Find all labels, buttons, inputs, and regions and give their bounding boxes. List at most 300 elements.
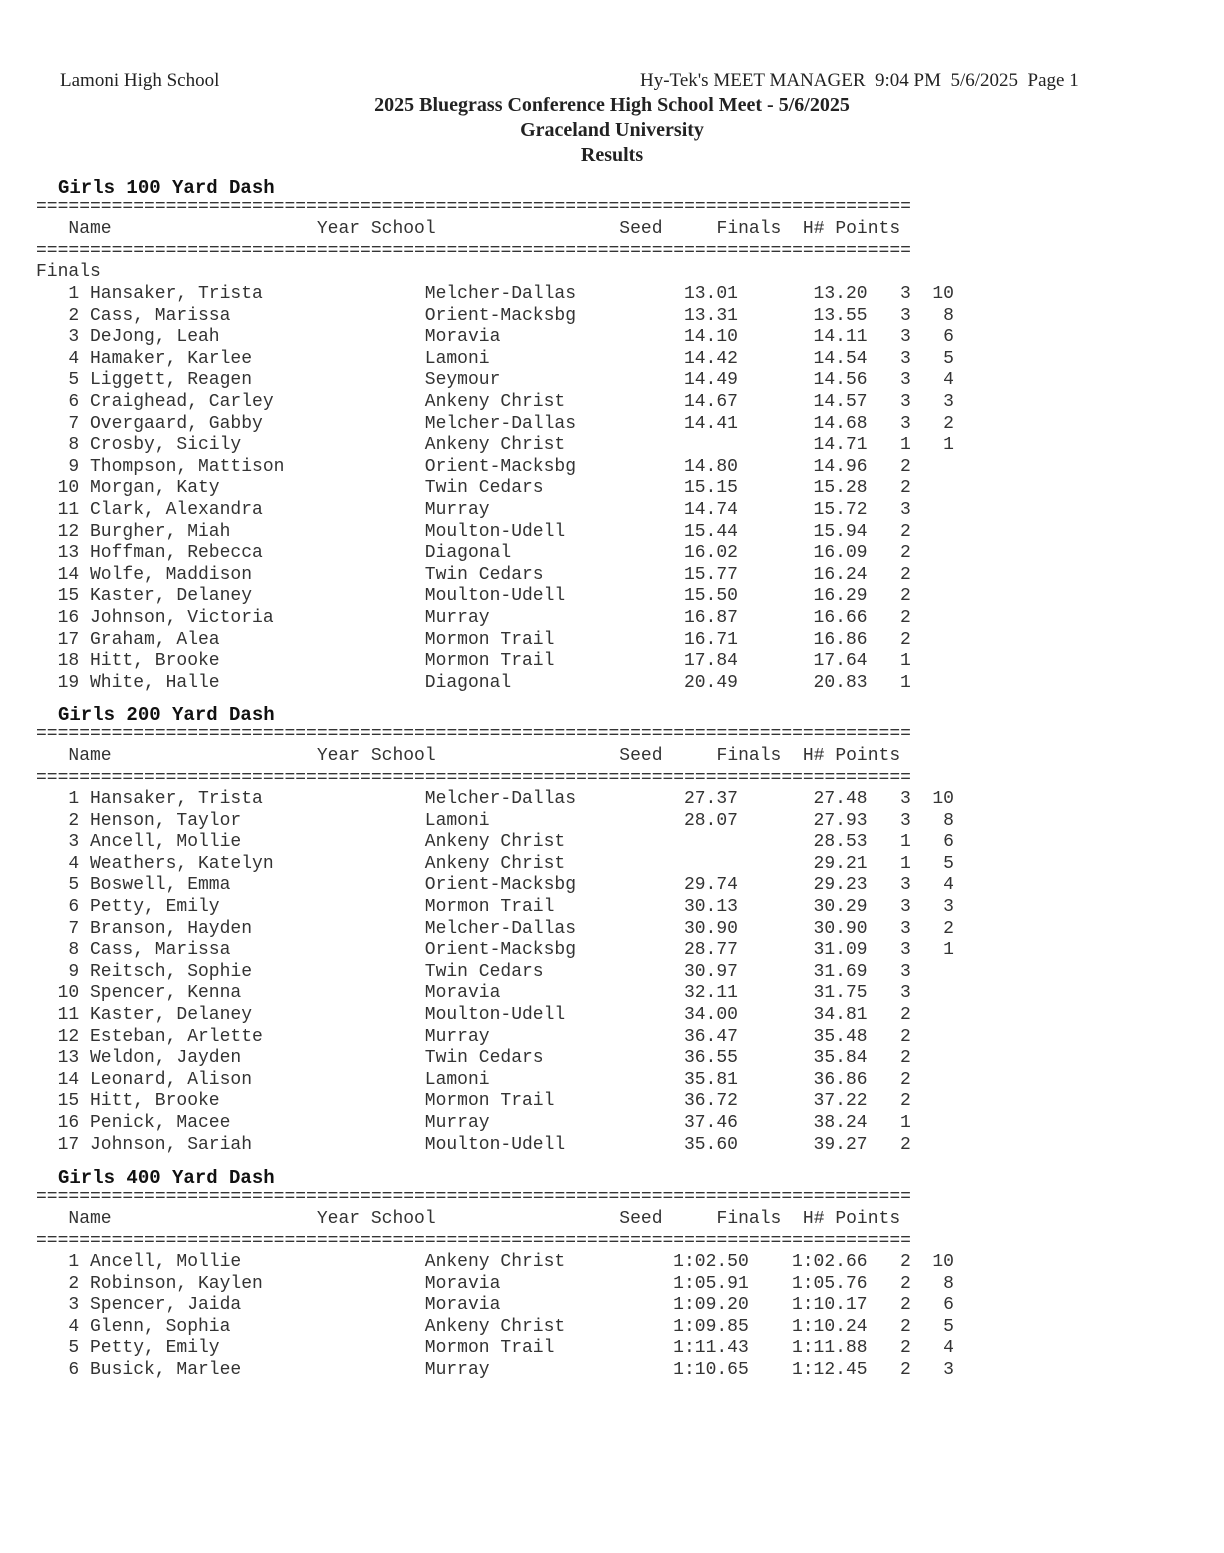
table-row [36,284,954,306]
seed-time: 1:10.65 [673,1359,749,1380]
athlete-name: Clark, Alexandra [89,499,263,520]
header-software-info: Hy-Tek's MEET MANAGER 9:04 PM 5/6/2025 Page 1 [640,70,1079,91]
seed-time: 35.60 [683,1134,738,1155]
heat-number: 3 [899,961,911,982]
seed-time: 32.11 [683,983,738,1004]
heat-number: 3 [899,789,911,809]
finals-time: 31.75 [813,983,868,1004]
heat-number: 2 [899,1026,911,1047]
place: 17 [57,629,80,650]
school: Murray [424,499,490,520]
table-row [36,1113,954,1135]
finals-time: 14.56 [813,370,868,391]
heat-number: 2 [899,456,911,477]
heat-number: 1 [899,651,911,672]
points: 6 [943,1295,954,1316]
points: 3 [943,1359,954,1380]
athlete-name: Cass, Marissa [89,305,231,326]
school: Orient-Macksbg [424,940,577,961]
place: 4 [68,1316,80,1337]
athlete-name: Petty, Emily [89,896,220,917]
school: Mormon Trail [424,629,555,650]
athlete-name: Henson, Taylor [89,810,242,831]
heat-number: 2 [899,1359,911,1380]
school: Twin Cedars [424,961,544,982]
seed-time: 35.81 [683,1069,738,1090]
heat-number: 3 [899,370,911,391]
points: 4 [943,875,954,896]
school: Moulton-Udell [424,1134,566,1155]
heat-number: 2 [899,521,911,542]
finals-time: 16.86 [813,629,868,650]
school: Mormon Trail [424,651,555,672]
table-row [36,789,954,811]
heat-number: 3 [899,499,911,520]
place: 14 [57,564,80,585]
school: Ankeny Christ [424,1252,566,1272]
place: 16 [57,1112,80,1133]
table-row [36,435,954,457]
athlete-name: Reitsch, Sophie [89,961,253,982]
heat-number: 2 [899,1316,911,1337]
athlete-name: White, Halle [89,672,220,693]
athlete-name: Craighead, Carley [89,391,274,412]
school: Melcher-Dallas [424,918,577,939]
finals-time: 36.86 [813,1069,868,1090]
table-row [36,370,954,392]
athlete-name: Morgan, Katy [89,478,220,499]
place: 2 [68,1273,80,1294]
results-table [36,789,954,1156]
table-row [36,940,954,962]
athlete-name: Johnson, Sariah [89,1134,253,1155]
place: 16 [57,607,80,628]
seed-time: 13.31 [683,305,738,326]
place: 4 [68,348,80,369]
heat-number: 1 [899,1112,911,1133]
finals-label: Finals [36,262,101,282]
points: 10 [932,1252,954,1272]
table-row [36,565,954,587]
school: Twin Cedars [424,1048,544,1069]
heat-number: 2 [899,1091,911,1112]
school: Ankeny Christ [424,853,566,874]
place: 15 [57,1091,80,1112]
heat-number: 3 [899,810,911,831]
finals-time: 14.54 [813,348,868,369]
table-row [36,962,954,984]
seed-time: 27.37 [683,789,738,809]
seed-time: 36.72 [683,1091,738,1112]
seed-time: 30.97 [683,961,738,982]
athlete-name: Crosby, Sicily [89,435,242,456]
seed-time: 29.74 [683,875,738,896]
seed-time: 1:11.43 [673,1338,749,1359]
table-row [36,1317,954,1339]
seed-time: 15.15 [683,478,738,499]
place: 6 [68,1359,80,1380]
table-row [36,919,954,941]
athlete-name: Ancell, Mollie [89,832,242,853]
place: 7 [68,413,80,434]
seed-time: 14.42 [683,348,738,369]
table-row [36,1338,954,1360]
heat-number: 1 [899,853,911,874]
finals-time: 35.48 [813,1026,868,1047]
heat-number: 3 [899,896,911,917]
athlete-name: Hansaker, Trista [89,789,263,809]
heat-number: 2 [899,1048,911,1069]
athlete-name: Weathers, Katelyn [89,853,274,874]
table-row [36,392,954,414]
athlete-name: Glenn, Sophia [89,1316,231,1337]
finals-time: 17.64 [813,651,868,672]
points: 4 [943,370,954,391]
table-row [36,414,954,436]
seed-time: 15.77 [683,564,738,585]
heat-number: 3 [899,284,911,304]
points: 3 [943,896,954,917]
place: 10 [57,983,80,1004]
heat-number: 3 [899,413,911,434]
table-row [36,651,954,673]
school: Lamoni [424,1069,490,1090]
place: 2 [68,305,80,326]
finals-time: 27.48 [813,789,868,809]
seed-time: 34.00 [683,1004,738,1025]
school: Moulton-Udell [424,1004,566,1025]
athlete-name: Weldon, Jayden [89,1048,242,1069]
table-row [36,1005,954,1027]
table-row [36,327,954,349]
athlete-name: Burgher, Miah [89,521,231,542]
school: Lamoni [424,348,490,369]
table-row [36,875,954,897]
seed-time: 1:09.85 [673,1316,749,1337]
points: 8 [943,305,954,326]
athlete-name: Boswell, Emma [89,875,231,896]
athlete-name: Overgaard, Gabby [89,413,263,434]
table-row [36,457,954,479]
place: 14 [57,1069,80,1090]
school: Ankeny Christ [424,391,566,412]
table-row [36,1295,954,1317]
table-row [36,1091,954,1113]
place: 6 [68,391,80,412]
place: 11 [57,499,80,520]
results-title: Results [580,144,644,166]
seed-time: 30.13 [683,896,738,917]
athlete-name: Graham, Alea [89,629,220,650]
results-table [36,284,954,694]
place: 1 [68,1252,80,1272]
heat-number: 1 [899,672,911,693]
table-row [36,1027,954,1049]
finals-time: 14.11 [813,327,868,348]
finals-time: 15.94 [813,521,868,542]
place: 10 [57,478,80,499]
finals-time: 38.24 [813,1112,868,1133]
place: 9 [68,961,80,982]
table-row [36,522,954,544]
points: 8 [943,810,954,831]
athlete-name: Busick, Marlee [89,1359,242,1380]
place: 3 [68,327,80,348]
school: Orient-Macksbg [424,456,577,477]
athlete-name: Spencer, Jaida [89,1295,242,1316]
finals-time: 13.55 [813,305,868,326]
seed-time: 14.67 [683,391,738,412]
event-title: Girls 200 Yard Dash [58,704,275,726]
athlete-name: Robinson, Kaylen [89,1273,263,1294]
separator-bottom: ================================================================================= [36,1231,911,1251]
table-row [36,543,954,565]
table-row [36,832,954,854]
athlete-name: Ancell, Mollie [89,1252,242,1272]
column-header: Name Year School Seed Finals H# Points [36,746,901,766]
place: 12 [57,1026,80,1047]
place: 2 [68,810,80,831]
heat-number: 3 [899,305,911,326]
school: Moravia [424,1273,501,1294]
place: 5 [68,370,80,391]
place: 18 [57,651,80,672]
school: Melcher-Dallas [424,413,577,434]
seed-time: 15.44 [683,521,738,542]
finals-time: 1:10.24 [791,1316,868,1337]
finals-time: 13.20 [813,284,868,304]
athlete-name: Penick, Macee [89,1112,231,1133]
finals-time: 1:10.17 [791,1295,868,1316]
points: 6 [943,832,954,853]
table-row [36,1274,954,1296]
heat-number: 2 [899,478,911,499]
finals-time: 1:02.66 [791,1252,868,1272]
athlete-name: Johnson, Victoria [89,607,274,628]
athlete-name: Hoffman, Rebecca [89,543,263,564]
athlete-name: Kaster, Delaney [89,1004,253,1025]
table-row [36,811,954,833]
place: 8 [68,435,80,456]
finals-time: 1:11.88 [791,1338,868,1359]
seed-time: 17.84 [683,651,738,672]
points: 2 [943,918,954,939]
school: Melcher-Dallas [424,789,577,809]
separator-bottom: ================================================================================= [36,241,911,261]
school: Murray [424,607,490,628]
points: 6 [943,327,954,348]
school: Moulton-Udell [424,586,566,607]
venue: Graceland University [520,119,704,141]
table-row [36,897,954,919]
athlete-name: Kaster, Delaney [89,586,253,607]
finals-time: 1:05.76 [791,1273,868,1294]
event-title: Girls 100 Yard Dash [58,177,275,199]
header-school: Lamoni High School [60,70,220,91]
table-row [36,1360,954,1382]
separator-top: ================================================================================= [36,1187,911,1207]
heat-number: 3 [899,940,911,961]
athlete-name: Hitt, Brooke [89,651,220,672]
school: Diagonal [424,672,512,693]
place: 9 [68,456,80,477]
finals-time: 39.27 [813,1134,868,1155]
place: 19 [57,672,80,693]
heat-number: 2 [899,543,911,564]
athlete-name: Leonard, Alison [89,1069,253,1090]
seed-time: 14.80 [683,456,738,477]
finals-time: 16.29 [813,586,868,607]
points: 1 [943,435,954,456]
school: Orient-Macksbg [424,875,577,896]
table-row [36,500,954,522]
table-row [36,1048,954,1070]
athlete-name: DeJong, Leah [89,327,220,348]
table-row [36,1135,954,1157]
seed-time: 20.49 [683,672,738,693]
table-row [36,349,954,371]
school: Ankeny Christ [424,832,566,853]
table-row [36,478,954,500]
finals-time: 37.22 [813,1091,868,1112]
place: 15 [57,586,80,607]
school: Moravia [424,983,501,1004]
seed-time: 15.50 [683,586,738,607]
points: 8 [943,1273,954,1294]
finals-time: 16.09 [813,543,868,564]
school: Twin Cedars [424,564,544,585]
school: Mormon Trail [424,1338,555,1359]
table-row [36,854,954,876]
school: Murray [424,1026,490,1047]
place: 13 [57,1048,80,1069]
points: 10 [932,789,954,809]
place: 8 [68,940,80,961]
place: 5 [68,875,80,896]
table-row [36,630,954,652]
table-row [36,983,954,1005]
table-row [36,608,954,630]
athlete-name: Liggett, Reagen [89,370,253,391]
school: Mormon Trail [424,1091,555,1112]
place: 5 [68,1338,80,1359]
school: Seymour [424,370,501,391]
seed-time: 1:02.50 [673,1252,749,1272]
heat-number: 3 [899,391,911,412]
school: Lamoni [424,810,490,831]
heat-number: 2 [899,1004,911,1025]
finals-time: 34.81 [813,1004,868,1025]
place: 4 [68,853,80,874]
table-row [36,586,954,608]
finals-time: 14.68 [813,413,868,434]
heat-number: 2 [899,1252,911,1272]
points: 2 [943,413,954,434]
heat-number: 2 [899,607,911,628]
table-row [36,306,954,328]
athlete-name: Hitt, Brooke [89,1091,220,1112]
finals-time: 14.71 [813,435,868,456]
school: Melcher-Dallas [424,284,577,304]
heat-number: 3 [899,348,911,369]
seed-time: 14.49 [683,370,738,391]
table-row [36,1070,954,1092]
heat-number: 2 [899,564,911,585]
finals-time: 29.21 [813,853,868,874]
points: 5 [943,1316,954,1337]
column-header: Name Year School Seed Finals H# Points [36,219,901,239]
finals-time: 15.72 [813,499,868,520]
seed-time: 30.90 [683,918,738,939]
seed-time: 14.41 [683,413,738,434]
seed-time: 36.55 [683,1048,738,1069]
seed-time: 14.10 [683,327,738,348]
school: Mormon Trail [424,896,555,917]
points: 10 [932,284,954,304]
seed-time: 13.01 [683,284,738,304]
heat-number: 3 [899,875,911,896]
finals-time: 20.83 [813,672,868,693]
separator-top: ================================================================================= [36,197,911,217]
meet-title: 2025 Bluegrass Conference High School Meet - 5/6/2025 [374,94,850,116]
place: 7 [68,918,80,939]
column-header: Name Year School Seed Finals H# Points [36,1209,901,1229]
finals-time: 1:12.45 [791,1359,868,1380]
athlete-name: Esteban, Arlette [89,1026,263,1047]
seed-time: 14.74 [683,499,738,520]
seed-time: 16.87 [683,607,738,628]
points: 4 [943,1338,954,1359]
points: 5 [943,853,954,874]
place: 6 [68,896,80,917]
heat-number: 2 [899,586,911,607]
school: Moravia [424,1295,501,1316]
points: 3 [943,391,954,412]
finals-time: 35.84 [813,1048,868,1069]
finals-time: 27.93 [813,810,868,831]
athlete-name: Spencer, Kenna [89,983,242,1004]
finals-time: 31.09 [813,940,868,961]
seed-time: 16.71 [683,629,738,650]
finals-time: 15.28 [813,478,868,499]
separator-top: ================================================================================= [36,724,911,744]
heat-number: 1 [899,435,911,456]
seed-time: 16.02 [683,543,738,564]
seed-time: 28.77 [683,940,738,961]
seed-time: 1:05.91 [673,1273,749,1294]
place: 11 [57,1004,80,1025]
heat-number: 2 [899,1069,911,1090]
finals-time: 30.90 [813,918,868,939]
finals-time: 14.96 [813,456,868,477]
athlete-name: Hamaker, Karlee [89,348,253,369]
place: 1 [68,284,80,304]
heat-number: 3 [899,983,911,1004]
finals-time: 16.66 [813,607,868,628]
school: Twin Cedars [424,478,544,499]
finals-time: 31.69 [813,961,868,982]
heat-number: 2 [899,1295,911,1316]
athlete-name: Thompson, Mattison [89,456,285,477]
school: Ankeny Christ [424,435,566,456]
athlete-name: Petty, Emily [89,1338,220,1359]
heat-number: 3 [899,918,911,939]
heat-number: 2 [899,1338,911,1359]
separator-bottom: ================================================================================= [36,768,911,788]
seed-time: 37.46 [683,1112,738,1133]
school: Orient-Macksbg [424,305,577,326]
school: Moravia [424,327,501,348]
